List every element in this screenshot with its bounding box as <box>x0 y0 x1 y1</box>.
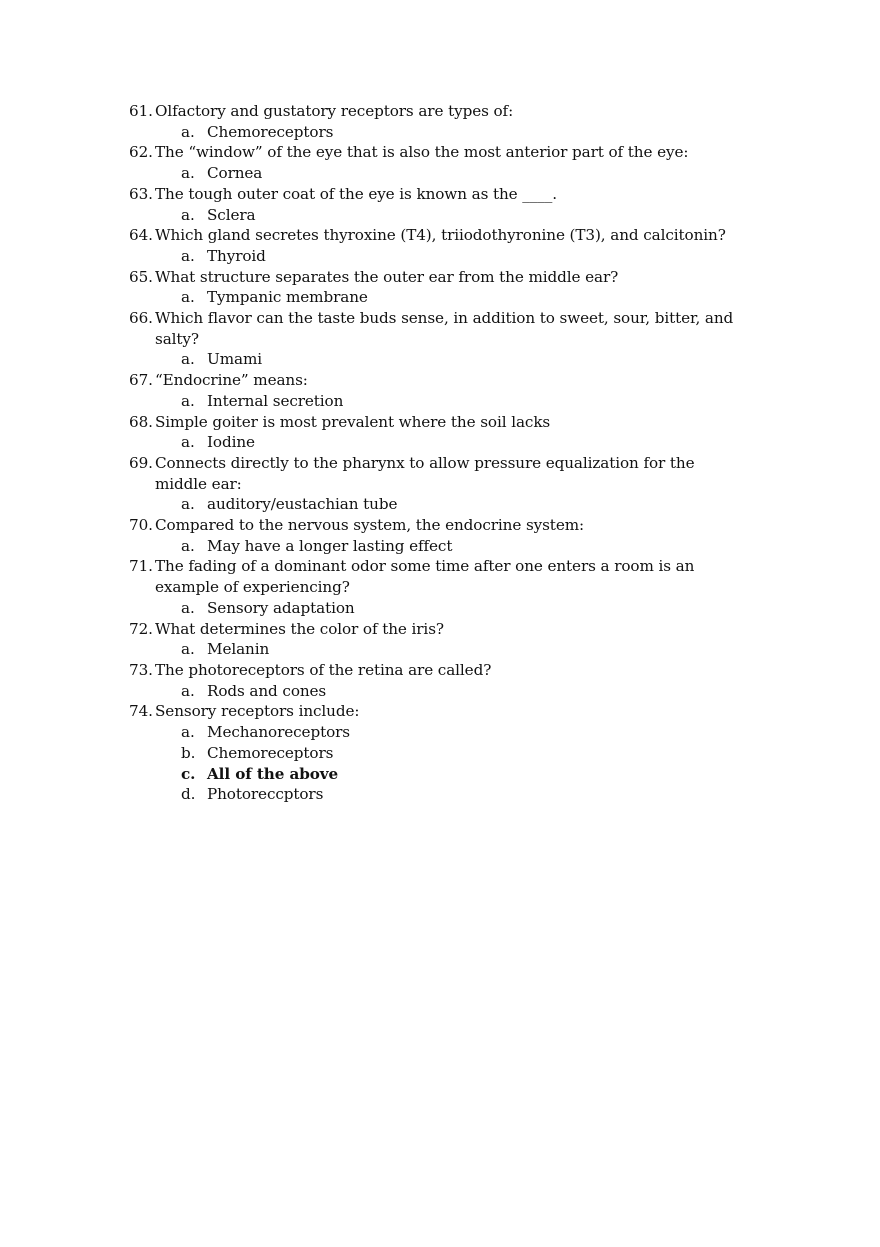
answer-item-highlighted <box>181 764 749 785</box>
question-text: What determines the color of the iris? <box>155 619 444 638</box>
answer-letter: a. <box>181 640 195 659</box>
question-text: Which flavor can the taste buds sense, in addition to sweet, sour, bitter, and salty? <box>155 309 734 348</box>
answer-text: Thyroid <box>207 246 266 265</box>
answer-item <box>181 246 749 267</box>
answer-list <box>129 163 749 184</box>
answer-text: Rods and cones <box>207 681 327 700</box>
answer-letter: a. <box>181 433 195 452</box>
question-line <box>129 142 749 163</box>
question-item <box>129 412 749 453</box>
answer-letter: a. <box>181 598 195 617</box>
answer-item <box>181 784 749 805</box>
answer-letter: a. <box>181 681 195 700</box>
answer-text: Photoreccptors <box>207 785 324 804</box>
question-line <box>129 308 749 349</box>
answer-item <box>181 494 749 515</box>
question-item <box>129 225 749 266</box>
answer-text: Sensory adaptation <box>207 598 355 617</box>
question-number: 71. <box>129 557 153 576</box>
question-item <box>129 701 749 805</box>
answer-text: Sclera <box>207 205 256 224</box>
answer-letter: d. <box>181 785 196 804</box>
question-number: 73. <box>129 660 153 679</box>
question-line <box>129 556 749 597</box>
question-number: 65. <box>129 267 153 286</box>
answer-text: Cornea <box>207 164 263 183</box>
answer-list <box>129 287 749 308</box>
answer-list <box>129 494 749 515</box>
answer-letter: c. <box>181 764 196 783</box>
answer-list <box>129 349 749 370</box>
question-number: 63. <box>129 184 153 203</box>
answer-text: Umami <box>207 350 263 369</box>
answer-letter: a. <box>181 391 195 410</box>
answer-letter: a. <box>181 536 195 555</box>
answer-text: All of the above <box>207 764 339 783</box>
answer-list <box>129 205 749 226</box>
question-line <box>129 370 749 391</box>
answer-text: Tympanic membrane <box>207 288 368 307</box>
question-number: 61. <box>129 102 153 120</box>
question-text: The tough outer coat of the eye is known as the ____. <box>155 184 557 203</box>
answer-list <box>129 598 749 619</box>
answer-item <box>181 432 749 453</box>
answer-text: Chemoreceptors <box>207 122 334 141</box>
answer-item <box>181 391 749 412</box>
question-item <box>129 556 749 618</box>
answer-item <box>181 598 749 619</box>
answer-letter: a. <box>181 246 195 265</box>
answer-letter: a. <box>181 122 195 141</box>
answer-item <box>181 536 749 557</box>
question-item <box>129 515 749 556</box>
question-number: 62. <box>129 143 153 162</box>
question-item <box>129 101 749 142</box>
answer-letter: a. <box>181 723 195 742</box>
answer-item <box>181 743 749 764</box>
question-number: 64. <box>129 226 153 245</box>
question-number: 67. <box>129 371 153 390</box>
question-item <box>129 308 749 370</box>
question-item <box>129 660 749 701</box>
answer-list <box>129 536 749 557</box>
answer-list <box>129 681 749 702</box>
question-line <box>129 184 749 205</box>
question-line <box>129 701 749 722</box>
answer-text: Iodine <box>207 433 255 452</box>
question-number: 74. <box>129 702 153 721</box>
question-text: The fading of a dominant odor some time after one enters a room is an example of experiencing? <box>155 557 695 597</box>
question-number: 69. <box>129 453 153 472</box>
answer-item <box>181 639 749 660</box>
answer-text: auditory/eustachian tube <box>207 495 398 514</box>
question-line <box>129 619 749 640</box>
question-line <box>129 267 749 288</box>
question-item <box>129 267 749 308</box>
question-text: Olfactory and gustatory receptors are types of: <box>155 102 514 120</box>
answer-item <box>181 349 749 370</box>
answer-item <box>181 122 749 143</box>
question-item <box>129 370 749 411</box>
question-text: The photoreceptors of the retina are called? <box>155 660 492 679</box>
question-number: 68. <box>129 412 153 431</box>
question-text: What structure separates the outer ear from the middle ear? <box>155 267 619 286</box>
answer-list <box>129 722 749 805</box>
answer-letter: a. <box>181 205 195 224</box>
answer-text: Chemoreceptors <box>207 743 334 762</box>
question-line <box>129 412 749 433</box>
answer-letter: a. <box>181 288 195 307</box>
question-number: 66. <box>129 309 153 328</box>
answer-letter: a. <box>181 164 195 183</box>
answer-list <box>129 639 749 660</box>
answer-list <box>129 432 749 453</box>
answer-text: Melanin <box>207 640 270 659</box>
answer-item <box>181 163 749 184</box>
question-text: Which gland secretes thyroxine (T4), triiodothyronine (T3), and calcitonin? <box>155 226 726 245</box>
question-text: Compared to the nervous system, the endocrine system: <box>155 516 585 535</box>
answer-list <box>129 246 749 267</box>
question-line <box>129 101 749 122</box>
answer-text: Mechanoreceptors <box>207 723 350 742</box>
answer-text: Internal secretion <box>207 391 344 410</box>
question-list <box>129 101 749 805</box>
question-item <box>129 142 749 183</box>
question-text: Simple goiter is most prevalent where the soil lacks <box>155 412 551 431</box>
answer-item <box>181 205 749 226</box>
question-text: “Endocrine” means: <box>155 371 308 390</box>
question-line <box>129 515 749 536</box>
question-line <box>129 660 749 681</box>
question-item <box>129 184 749 225</box>
question-text: The “window” of the eye that is also the most anterior part of the eye: <box>155 143 689 162</box>
question-line <box>129 225 749 246</box>
answer-text: May have a longer lasting effect <box>207 536 453 555</box>
question-text: Connects directly to the pharynx to allow pressure equalization for the middle ear: <box>155 453 695 493</box>
answer-item <box>181 722 749 743</box>
answer-list <box>129 391 749 412</box>
answer-letter: b. <box>181 743 196 762</box>
question-number: 72. <box>129 619 153 638</box>
question-line <box>129 453 749 494</box>
answer-list <box>129 122 749 143</box>
question-item <box>129 453 749 515</box>
question-number: 70. <box>129 516 153 535</box>
answer-letter: a. <box>181 495 195 514</box>
question-text: Sensory receptors include: <box>155 702 360 721</box>
answer-item <box>181 681 749 702</box>
answer-letter: a. <box>181 350 195 369</box>
answer-item <box>181 287 749 308</box>
question-item <box>129 619 749 660</box>
